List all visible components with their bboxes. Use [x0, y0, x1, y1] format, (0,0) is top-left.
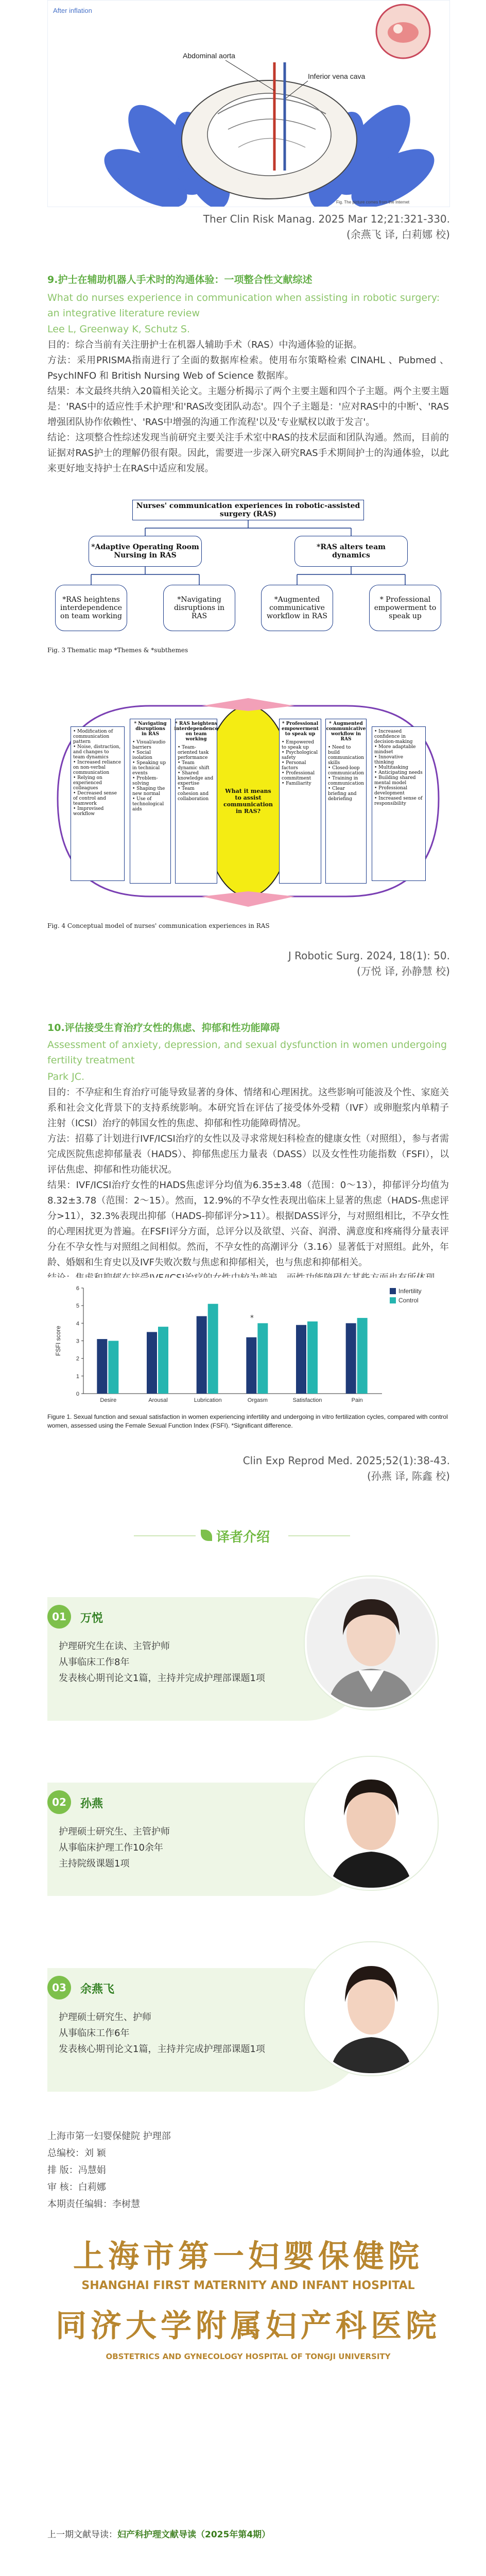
label-inferior-vena-cava: Inferior vena cava	[308, 72, 366, 80]
col-workflow-items: • Need to build communication skills • Closed-loop communication • Training in communication • Clear briefing and debriefing	[327, 745, 364, 802]
translator-photo	[305, 1942, 438, 2075]
x-tick-label: Arousal	[148, 1397, 168, 1403]
theme-team-dynamics: *RAS alters team dynamics	[294, 536, 408, 567]
y-tick-label: 6	[76, 1285, 79, 1292]
article-9-abstract	[47, 337, 449, 477]
desc-line: 从事临床工作8年	[59, 1657, 130, 1668]
translator-desc	[59, 2009, 296, 2057]
translator-name: 孙燕	[80, 1798, 103, 1810]
significance-marker: *	[250, 1314, 254, 1323]
bar-control-pain	[357, 1318, 368, 1394]
producer-line: 本期责任编辑：李树慧	[47, 2199, 140, 2210]
y-tick-label: 0	[76, 1391, 79, 1397]
fsfi-chart-svg	[47, 1278, 449, 1412]
desc-line: 从事临床护理工作10余年	[59, 1842, 163, 1853]
desc-line: 主持院级课题1项	[59, 1858, 130, 1869]
translators-heading	[0, 1522, 486, 1548]
desc-line: 护理硕士研究生、主管护师	[59, 1826, 170, 1837]
card-number: 03	[47, 1976, 71, 1999]
y-tick-label: 1	[76, 1373, 79, 1380]
legend-swatch	[390, 1297, 396, 1303]
citation-j-robotic	[288, 948, 450, 979]
avatar-portrait	[307, 1759, 436, 1888]
avatar-portrait	[307, 1579, 436, 1707]
article-9-title-cn: 9.护士在辅助机器人手术时的沟通体验：一项整合性文献综述	[47, 274, 313, 285]
col-navigating-items: • Visual/audio barriers • Social isolation • Speaking up in technical events • Problem-solving • Shaping the new normal • Use of technological aids	[132, 740, 166, 812]
editor-line: 总编校：刘 颖	[47, 2148, 106, 2159]
avatar-portrait	[307, 1944, 436, 2073]
y-tick-label: 2	[76, 1355, 79, 1362]
bar-control-arousal	[158, 1327, 168, 1394]
hospital-logo	[47, 2236, 449, 2411]
y-tick-label: 5	[76, 1303, 79, 1310]
thematic-map-root: Nurses' communication experiences in robotic-assisted surgery (RAS)	[132, 500, 364, 520]
translator-name: 余燕飞	[80, 1983, 115, 1996]
col-workflow-title: * Augmented communicative workflow in RAS	[326, 721, 366, 742]
fsfi-bar-chart	[47, 1278, 449, 1443]
legend-label: Infertility	[398, 1287, 422, 1295]
conclusion: 结论：这项整合性综述发现当前研究主要关注手术室中RAS的技术层面和团队沟通。然而，目前的证据对RAS护士的理解仍很有限。因此，需要进一步深入研究RAS手术期间护士的沟通体验，以此来更好地支持护士在RAS中适应和发展。	[47, 432, 449, 474]
results: 结果：本文最终共纳入20篇相关论文。主题分析揭示了两个主要主题和四个子主题。两个主要主题是：'RAS中的适应性手术护理'和'RAS改变团队动态'。四个子主题是：'应对RAS中的中断'、'RAS增强团队协作依赖性'、'RAS中增强的沟通工作流程'以及'专业赋权以敢于发言'。	[47, 386, 449, 428]
x-tick-label: Orgasm	[247, 1397, 268, 1403]
logo-en-2: OBSTETRICS AND GYNECOLOGY HOSPITAL OF TONGJI UNIVERSITY	[106, 2352, 391, 2361]
results: 结果：IVF/ICSI治疗女性的HADS焦虑评分均值为6.35±3.48（范围：0～13），抑郁评分均值为8.32±3.78（范围：2～15）。然而，12.9%的不孕女性表现出临床上显著的焦虑（HADS-焦虑评分>11），32.3%表现出抑郁（HADS-抑郁评分>11）。根据DASS评分，与对照组相比，不孕女性的心理困扰更为普遍。在FSFI评分方面，总评分以及欲望、兴奋、润滑、满意度和疼痛得分量表评分在不孕女性与对照组之间相似。然而，不孕女性的高潮评分（3.16）显著低于对照组。此外，年龄、婚姻和生育史以及IVF失败次数与焦虑和抑郁相关，也与焦虑和抑郁相关。	[47, 1180, 449, 1268]
logo-en-1: SHANGHAI FIRST MATERNITY AND INFANT HOSPITAL	[81, 2279, 415, 2292]
translator-card	[47, 1937, 449, 2107]
objective: 目的：综合当前有关注册护士在机器人辅助手术（RAS）中沟通体验的证据。	[47, 340, 362, 350]
translator-card	[47, 1752, 449, 1922]
heading-line-right	[288, 1535, 350, 1536]
citation-text: Ther Clin Risk Manag. 2025 Mar 12;21:321-330.	[203, 213, 450, 225]
objective: 目的：不孕症和生育治疗可能导致显著的身体、情绪和心理困扰。这些影响可能波及个性、家庭关系和社会文化背景下的支持系统影响。本研究旨在评估了接受体外受精（IVF）或卵胞浆内单精子注射（ICSI）治疗的韩国女性的焦虑、抑郁和性功能障碍情况。	[47, 1087, 449, 1129]
prev-issue-label: 上一期文献导读：	[47, 2530, 117, 2540]
logo-cn-2: 同济大学附属妇产科医院	[56, 2308, 441, 2344]
citation-ther-clin	[203, 211, 450, 242]
col-right: • Increased confidence in decision-making • More adaptable mindset • Innovative thinking • Multitasking • Anticipating needs • Building shared mental model • Professional development • Increased sense of responsibility	[372, 726, 426, 881]
layout-line: 排 版：冯慧娟	[47, 2165, 106, 2176]
anatomy-figure	[48, 1, 449, 207]
method: 方法：招募了计划进行IVF/ICSI治疗的女性以及寻求常规妇科检查的健康女性（对照组），参与者需完成医院焦虑抑郁量表（HADS）、抑郁焦虑压力量表（DASS）以及女性性功能指数（FSFI），以评估焦虑、抑郁和性功能状况。	[47, 1133, 449, 1175]
figure-3-caption: Fig. 3 Thematic map *Themes & *subthemes	[47, 647, 188, 654]
translator-photo	[305, 1757, 438, 1890]
bar-infertility-satisfaction	[296, 1325, 306, 1394]
article-9-title-en: What do nurses experience in communication when assisting in robotic surgery: an integrative literature review	[47, 292, 440, 319]
leaf-icon	[201, 1530, 212, 1541]
card-number: 02	[47, 1790, 71, 1814]
desc-line: 护理研究生在读、主管护师	[59, 1641, 170, 1652]
heading-line-left	[134, 1535, 196, 1536]
x-tick-label: Desire	[100, 1397, 117, 1403]
bar-control-desire	[108, 1341, 118, 1394]
x-tick-label: Lubrication	[194, 1397, 222, 1403]
y-tick-label: 4	[76, 1320, 79, 1327]
bar-infertility-arousal	[147, 1332, 157, 1394]
translator-photo	[305, 1577, 438, 1709]
label-after-inflation: After inflation	[53, 7, 92, 14]
bar-control-lubrication	[208, 1304, 218, 1394]
desc-line: 护理硕士研究生、护师	[59, 2012, 151, 2023]
figure-3-thematic-map	[47, 489, 449, 677]
chart-legend	[390, 1287, 422, 1304]
citation-text: J Robotic Surg. 2024, 18(1): 50.	[288, 950, 450, 962]
x-tick-label: Pain	[351, 1397, 363, 1403]
desc-line: 从事临床工作6年	[59, 2028, 130, 2039]
y-tick-label: 3	[76, 1338, 79, 1345]
prev-issue-link[interactable]: 妇产科护理文献导读（2025年第4期）	[117, 2530, 271, 2540]
col-empowerment-title: * Professional empowerment to speak up	[282, 721, 319, 737]
legend-swatch	[390, 1288, 396, 1294]
logo-cn-1: 上海市第一妇婴保健院	[73, 2239, 423, 2275]
prev-issue	[47, 2527, 270, 2540]
translator-note: (万悦 译, 孙静慧 校)	[356, 965, 450, 977]
article-10-authors: Park JC.	[47, 1071, 85, 1082]
translator-name: 万悦	[80, 1612, 103, 1625]
balloon-illustration	[47, 0, 450, 207]
article-10-abstract	[47, 1085, 449, 1286]
translator-desc	[59, 1638, 296, 1686]
label-abdominal-aorta: Abdominal aorta	[183, 52, 235, 60]
article-9-authors: Lee L, Greenway K, Schutz S.	[47, 324, 190, 335]
org-line: 上海市第一妇婴保健院 护理部	[47, 2131, 171, 2142]
col-interdependence-items: • Team-oriented task performance • Team dynamic shift • Shared knowledge and expertise • Team cohesion and collaboration	[178, 745, 214, 802]
translator-note: (孙燕 译, 陈鑫 校)	[367, 1470, 450, 1482]
translator-desc	[59, 1824, 296, 1872]
subtheme-augmented-workflow: *Augmented communicative workflow in RAS	[261, 585, 333, 631]
subtheme-professional-empowerment: * Professional empowerment to speak up	[369, 585, 441, 631]
theme-adaptive-or-nursing: *Adaptive Operating Room Nursing in RAS	[89, 536, 202, 567]
col-interdependence	[175, 719, 217, 884]
method: 方法：采用PRISMA指南进行了全面的数据库检索。使用布尔策略检索 CINAHL 、Pubmed 、PsychINFO 和 British Nursing Web of Science 数据库。	[47, 355, 449, 381]
heading-text: 译者介绍	[216, 1530, 270, 1545]
y-axis-label: FSFI score	[55, 1326, 62, 1356]
bar-control-satisfaction	[307, 1321, 318, 1394]
col-workflow	[325, 719, 367, 884]
conceptual-center: What it means to assist communication in RAS?	[223, 788, 273, 815]
citation-text: Clin Exp Reprod Med. 2025;52(1):38-43.	[242, 1454, 450, 1467]
bar-control-orgasm	[257, 1323, 268, 1394]
col-interdependence-title: * RAS heightens interdependence on team working	[174, 721, 218, 742]
bar-infertility-orgasm	[246, 1337, 256, 1394]
translator-card	[47, 1566, 449, 1736]
x-tick-label: Satisfaction	[292, 1397, 322, 1403]
bar-infertility-desire	[97, 1339, 107, 1394]
chart-bars	[97, 1304, 367, 1394]
card-number: 01	[47, 1605, 71, 1629]
article-10-title-en: Assessment of anxiety, depression, and sexual dysfunction in women undergoing fertility treatment	[47, 1039, 447, 1066]
review-line: 审 核：白莉娜	[47, 2182, 106, 2193]
translator-note: (余燕飞 译, 白莉娜 校)	[346, 228, 450, 241]
bar-infertility-lubrication	[197, 1316, 207, 1394]
citation-clin-exp	[243, 1453, 450, 1484]
editor-credits	[47, 2128, 171, 2213]
subtheme-navigating-disruptions: *Navigating disruptions in RAS	[163, 585, 235, 631]
figure-4-conceptual-model	[47, 696, 449, 938]
desc-line: 发表核心期刊论文1篇，主持并完成护理部课题1项	[59, 2044, 265, 2055]
article-10-title-cn: 10.评估接受生育治疗女性的焦虑、抑郁和性功能障碍	[47, 1022, 280, 1033]
legend-label: Control	[398, 1297, 419, 1304]
subtheme-interdependence: *RAS heightens interdependence on team working	[55, 585, 127, 631]
chart-caption: Figure 1. Sexual function and sexual satisfaction in women experiencing infertility and undergoing in vitro fertilization cycles, compared with control women, assessed using the Female Sexual Function Index (FSFI). *Significant difference.	[47, 1413, 448, 1429]
col-navigating-title: * Navigating disruptions in RAS	[134, 721, 167, 737]
image-source-note: Fig. The picture comes from the Internet	[336, 200, 410, 205]
bar-infertility-pain	[346, 1323, 356, 1394]
col-empowerment	[279, 719, 321, 884]
col-empowerment-items: • Empowered to speak up • Psychological safety • Personal factors • Professional commitment • Familiarity	[282, 740, 318, 786]
figure-4-caption: Fig. 4 Conceptual model of nurses' communication experiences in RAS	[47, 922, 270, 929]
desc-line: 发表核心期刊论文1篇，主持并完成护理部课题1项	[59, 1673, 265, 1684]
col-left: • Modification of communication pattern • Noise, distraction, and changes to team dynamics • Increased reliance on non-verbal communication • Relying on experienced colleagues • Decreased sense of control and teamwork • Improvised workflow	[71, 726, 125, 881]
col-navigating	[130, 719, 171, 884]
